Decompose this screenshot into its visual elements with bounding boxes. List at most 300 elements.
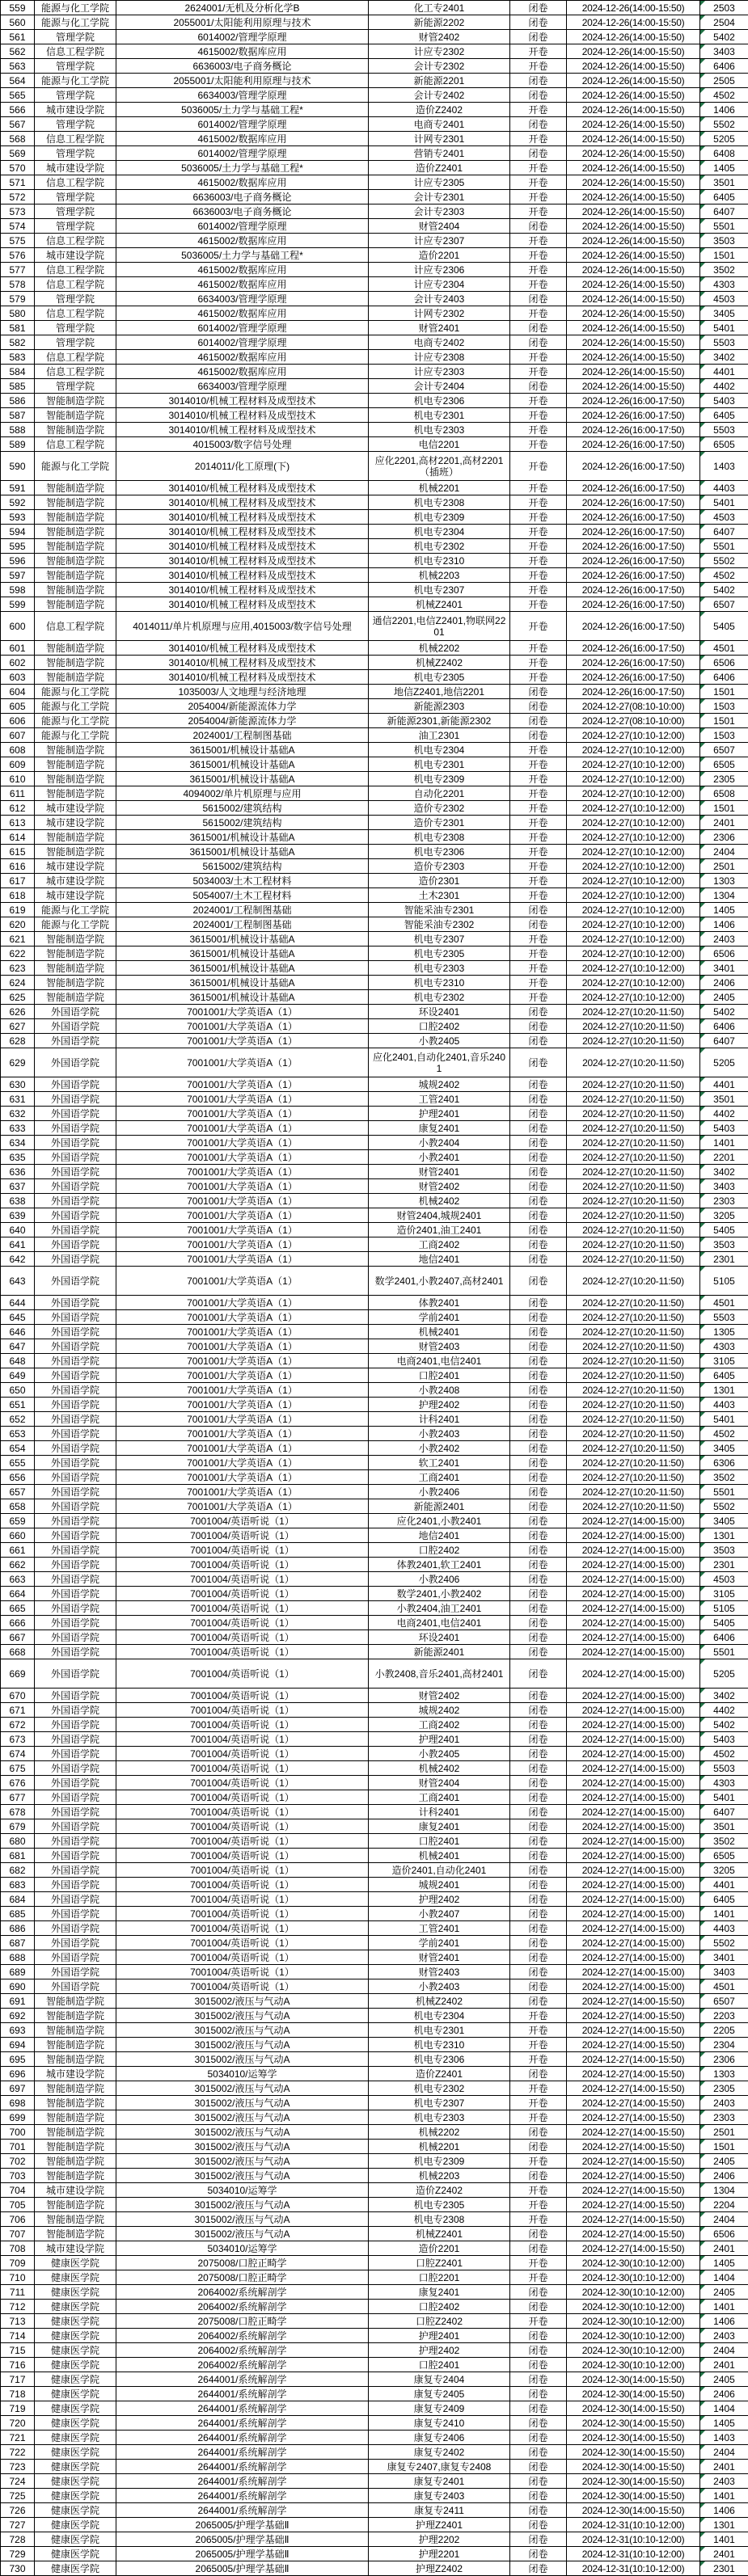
- cell-course[interactable]: 7001004/英语听说（1）: [116, 1630, 369, 1645]
- cell-course[interactable]: 2644001/系统解剖学: [116, 2416, 369, 2431]
- cell-room[interactable]: 2403: [700, 2096, 748, 2110]
- cell-exam-type[interactable]: 闭卷: [510, 1441, 567, 1456]
- cell-college[interactable]: 外国语学院: [35, 1368, 116, 1383]
- cell-college[interactable]: 外国语学院: [35, 1892, 116, 1907]
- cell-classes[interactable]: 康复专2406: [369, 2431, 510, 2445]
- cell-classes[interactable]: 体教2401: [369, 1296, 510, 1310]
- cell-exam-type[interactable]: 闭卷: [510, 1077, 567, 1092]
- cell-course[interactable]: 3015002/液压与气动A: [116, 1994, 369, 2009]
- cell-course[interactable]: 7001001/大学英语A（1）: [116, 1456, 369, 1470]
- cell-time[interactable]: 2024-12-27(14:00-15:00): [567, 1616, 700, 1630]
- cell-time[interactable]: 2024-12-27(14:00-15:00): [567, 1907, 700, 1921]
- cell-room[interactable]: 5503: [700, 423, 748, 437]
- cell-exam-type[interactable]: 闭卷: [510, 1834, 567, 1849]
- cell-row-no[interactable]: 717: [1, 2372, 35, 2387]
- cell-classes[interactable]: 护理2402: [369, 1398, 510, 1412]
- cell-time[interactable]: 2024-12-26(16:00-17:50): [567, 583, 700, 597]
- cell-room[interactable]: 1401: [700, 1136, 748, 1150]
- cell-room[interactable]: 4402: [700, 1107, 748, 1121]
- cell-exam-type[interactable]: 闭卷: [510, 2227, 567, 2241]
- cell-exam-type[interactable]: 开卷: [510, 44, 567, 59]
- cell-time[interactable]: 2024-12-26(16:00-17:50): [567, 568, 700, 583]
- cell-college[interactable]: 健康医学院: [35, 2474, 116, 2489]
- cell-college[interactable]: 外国语学院: [35, 1558, 116, 1572]
- cell-course[interactable]: 2624001/无机及分析化学B: [116, 1, 369, 15]
- cell-college[interactable]: 管理学院: [35, 59, 116, 74]
- cell-row-no[interactable]: 713: [1, 2314, 35, 2329]
- cell-room[interactable]: 6405: [700, 408, 748, 423]
- cell-exam-type[interactable]: 闭卷: [510, 2343, 567, 2358]
- cell-time[interactable]: 2024-12-27(10:20-11:50): [567, 1005, 700, 1019]
- cell-time[interactable]: 2024-12-27(10:20-11:50): [567, 1208, 700, 1223]
- cell-exam-type[interactable]: 闭卷: [510, 1994, 567, 2009]
- cell-college[interactable]: 外国语学院: [35, 1427, 116, 1441]
- cell-room[interactable]: 1406: [700, 103, 748, 117]
- cell-room[interactable]: 2303: [700, 1194, 748, 1208]
- cell-exam-type[interactable]: 闭卷: [510, 335, 567, 350]
- cell-room[interactable]: 1305: [700, 1325, 748, 1339]
- cell-course[interactable]: 3014010/机械工程材料及成型技术: [116, 423, 369, 437]
- cell-time[interactable]: 2024-12-27(10:20-11:50): [567, 1456, 700, 1470]
- cell-time[interactable]: 2024-12-27(14:00-15:50): [567, 2009, 700, 2023]
- cell-time[interactable]: 2024-12-26(16:00-17:50): [567, 495, 700, 510]
- cell-classes[interactable]: 财管2402: [369, 1179, 510, 1194]
- cell-classes[interactable]: 口腔2402: [369, 1019, 510, 1034]
- cell-college[interactable]: 管理学院: [35, 88, 116, 103]
- cell-exam-type[interactable]: 闭卷: [510, 1747, 567, 1761]
- cell-exam-type[interactable]: 闭卷: [510, 1470, 567, 1485]
- cell-college[interactable]: 外国语学院: [35, 1732, 116, 1747]
- cell-course[interactable]: 2064002/系统解剖学: [116, 2285, 369, 2300]
- cell-time[interactable]: 2024-12-27(10:20-11:50): [567, 1383, 700, 1398]
- cell-row-no[interactable]: 576: [1, 248, 35, 263]
- cell-course[interactable]: 3014010/机械工程材料及成型技术: [116, 408, 369, 423]
- cell-college[interactable]: 信息工程学院: [35, 44, 116, 59]
- cell-course[interactable]: 2644001/系统解剖学: [116, 2387, 369, 2401]
- cell-course[interactable]: 3015002/液压与气动A: [116, 2154, 369, 2169]
- cell-exam-type[interactable]: 闭卷: [510, 1427, 567, 1441]
- cell-course[interactable]: 2014011/化工原理(下): [116, 452, 369, 481]
- cell-classes[interactable]: 康复专2411: [369, 2503, 510, 2518]
- cell-classes[interactable]: 财管2404,城规2401: [369, 1208, 510, 1223]
- cell-college[interactable]: 智能制造学院: [35, 932, 116, 947]
- cell-row-no[interactable]: 680: [1, 1834, 35, 1849]
- cell-time[interactable]: 2024-12-27(10:10-12:00): [567, 917, 700, 932]
- cell-course[interactable]: 7001001/大学英语A（1）: [116, 1325, 369, 1339]
- cell-classes[interactable]: 机械2402: [369, 1194, 510, 1208]
- cell-room[interactable]: 2406: [700, 2169, 748, 2183]
- cell-exam-type[interactable]: 开卷: [510, 2110, 567, 2125]
- cell-course[interactable]: 7001004/英语听说（1）: [116, 1587, 369, 1601]
- cell-exam-type[interactable]: 闭卷: [510, 1659, 567, 1689]
- cell-classes[interactable]: 机电专2304: [369, 2009, 510, 2023]
- cell-college[interactable]: 外国语学院: [35, 1179, 116, 1194]
- cell-time[interactable]: 2024-12-27(14:00-15:00): [567, 1587, 700, 1601]
- cell-row-no[interactable]: 613: [1, 816, 35, 830]
- cell-college[interactable]: 智能制造学院: [35, 757, 116, 772]
- cell-room[interactable]: 6407: [700, 525, 748, 539]
- cell-exam-type[interactable]: 闭卷: [510, 1790, 567, 1805]
- cell-exam-type[interactable]: 闭卷: [510, 1, 567, 15]
- cell-time[interactable]: 2024-12-27(14:00-15:00): [567, 1747, 700, 1761]
- cell-room[interactable]: 4503: [700, 1572, 748, 1587]
- cell-room[interactable]: 5401: [700, 1412, 748, 1427]
- cell-room[interactable]: 6508: [700, 786, 748, 801]
- cell-course[interactable]: 7001001/大学英语A（1）: [116, 1427, 369, 1441]
- cell-time[interactable]: 2024-12-27(14:00-15:00): [567, 1761, 700, 1776]
- cell-room[interactable]: 5503: [700, 1761, 748, 1776]
- cell-room[interactable]: 1406: [700, 917, 748, 932]
- cell-time[interactable]: 2024-12-26(14:00-15:50): [567, 103, 700, 117]
- cell-room[interactable]: 4403: [700, 481, 748, 495]
- cell-course[interactable]: 3014010/机械工程材料及成型技术: [116, 554, 369, 568]
- cell-exam-type[interactable]: 闭卷: [510, 1936, 567, 1950]
- cell-time[interactable]: 2024-12-27(10:10-12:00): [567, 976, 700, 990]
- cell-college[interactable]: 管理学院: [35, 219, 116, 234]
- cell-classes[interactable]: 护理Z2402: [369, 2561, 510, 2576]
- cell-exam-type[interactable]: 闭卷: [510, 379, 567, 394]
- cell-time[interactable]: 2024-12-27(10:20-11:50): [567, 1354, 700, 1368]
- cell-college[interactable]: 管理学院: [35, 335, 116, 350]
- cell-college[interactable]: 智能制造学院: [35, 2096, 116, 2110]
- cell-room[interactable]: 4502: [700, 1427, 748, 1441]
- cell-room[interactable]: 2501: [700, 2125, 748, 2140]
- cell-exam-type[interactable]: 闭卷: [510, 1136, 567, 1150]
- cell-classes[interactable]: 康复专2405: [369, 2387, 510, 2401]
- cell-course[interactable]: 7001004/英语听说（1）: [116, 1514, 369, 1528]
- cell-row-no[interactable]: 657: [1, 1485, 35, 1499]
- cell-classes[interactable]: 土木2301: [369, 888, 510, 903]
- cell-room[interactable]: 1304: [700, 2183, 748, 2198]
- cell-exam-type[interactable]: 开卷: [510, 859, 567, 874]
- cell-course[interactable]: 2644001/系统解剖学: [116, 2489, 369, 2503]
- cell-course[interactable]: 7001004/英语听说（1）: [116, 1834, 369, 1849]
- cell-classes[interactable]: 小教2405: [369, 1034, 510, 1048]
- cell-classes[interactable]: 小教2403: [369, 1427, 510, 1441]
- cell-room[interactable]: 6406: [700, 59, 748, 74]
- cell-exam-type[interactable]: 开卷: [510, 2183, 567, 2198]
- cell-exam-type[interactable]: 闭卷: [510, 30, 567, 44]
- cell-row-no[interactable]: 608: [1, 743, 35, 757]
- cell-course[interactable]: 5034010/运筹学: [116, 2241, 369, 2256]
- cell-exam-type[interactable]: 闭卷: [510, 1179, 567, 1194]
- cell-row-no[interactable]: 628: [1, 1034, 35, 1048]
- cell-time[interactable]: 2024-12-27(14:00-15:50): [567, 2169, 700, 2183]
- cell-course[interactable]: 7001004/英语听说（1）: [116, 1776, 369, 1790]
- cell-room[interactable]: 2403: [700, 932, 748, 947]
- cell-college[interactable]: 智能制造学院: [35, 641, 116, 656]
- cell-row-no[interactable]: 569: [1, 146, 35, 161]
- cell-time[interactable]: 2024-12-27(10:10-12:00): [567, 961, 700, 976]
- cell-course[interactable]: 7001004/英语听说（1）: [116, 1950, 369, 1965]
- cell-room[interactable]: 2305: [700, 772, 748, 786]
- cell-room[interactable]: 2301: [700, 1252, 748, 1267]
- cell-course[interactable]: 7001001/大学英语A（1）: [116, 1107, 369, 1121]
- cell-course[interactable]: 4015003/数字信号处理: [116, 437, 369, 452]
- cell-row-no[interactable]: 672: [1, 1718, 35, 1732]
- cell-course[interactable]: 4615002/数据库应用: [116, 44, 369, 59]
- cell-classes[interactable]: 小教2403: [369, 1979, 510, 1994]
- cell-row-no[interactable]: 701: [1, 2140, 35, 2154]
- cell-room[interactable]: 5401: [700, 495, 748, 510]
- cell-room[interactable]: 4501: [700, 1296, 748, 1310]
- cell-course[interactable]: 3014010/机械工程材料及成型技术: [116, 568, 369, 583]
- cell-classes[interactable]: 机电专2308: [369, 2212, 510, 2227]
- cell-row-no[interactable]: 693: [1, 2023, 35, 2038]
- cell-time[interactable]: 2024-12-26(14:00-15:50): [567, 248, 700, 263]
- cell-room[interactable]: 2401: [700, 2358, 748, 2372]
- cell-classes[interactable]: 计应专2308: [369, 350, 510, 365]
- cell-time[interactable]: 2024-12-27(10:20-11:50): [567, 1237, 700, 1252]
- cell-time[interactable]: 2024-12-26(14:00-15:50): [567, 277, 700, 292]
- cell-exam-type[interactable]: 开卷: [510, 190, 567, 204]
- cell-row-no[interactable]: 646: [1, 1325, 35, 1339]
- cell-time[interactable]: 2024-12-26(16:00-17:50): [567, 685, 700, 699]
- cell-exam-type[interactable]: 开卷: [510, 947, 567, 961]
- cell-row-no[interactable]: 703: [1, 2169, 35, 2183]
- cell-exam-type[interactable]: 闭卷: [510, 2416, 567, 2431]
- cell-college[interactable]: 外国语学院: [35, 1703, 116, 1718]
- cell-classes[interactable]: 护理2401: [369, 1107, 510, 1121]
- cell-room[interactable]: 2404: [700, 2343, 748, 2358]
- cell-room[interactable]: 1501: [700, 714, 748, 728]
- cell-row-no[interactable]: 684: [1, 1892, 35, 1907]
- cell-time[interactable]: 2024-12-27(14:00-15:00): [567, 1979, 700, 1994]
- cell-time[interactable]: 2024-12-27(10:20-11:50): [567, 1194, 700, 1208]
- cell-course[interactable]: 2064002/系统解剖学: [116, 2358, 369, 2372]
- cell-row-no[interactable]: 722: [1, 2445, 35, 2460]
- cell-time[interactable]: 2024-12-31(10:10-12:00): [567, 2532, 700, 2547]
- cell-course[interactable]: 3615001/机械设计基础A: [116, 830, 369, 845]
- cell-row-no[interactable]: 571: [1, 175, 35, 190]
- cell-classes[interactable]: 软工2401: [369, 1456, 510, 1470]
- cell-classes[interactable]: 小教2406: [369, 1572, 510, 1587]
- cell-college[interactable]: 外国语学院: [35, 1921, 116, 1936]
- cell-classes[interactable]: 机械Z2402: [369, 1994, 510, 2009]
- cell-exam-type[interactable]: 闭卷: [510, 1645, 567, 1659]
- cell-exam-type[interactable]: 开卷: [510, 743, 567, 757]
- cell-room[interactable]: 1405: [700, 903, 748, 917]
- cell-row-no[interactable]: 666: [1, 1616, 35, 1630]
- cell-exam-type[interactable]: 闭卷: [510, 2358, 567, 2372]
- cell-row-no[interactable]: 609: [1, 757, 35, 772]
- cell-exam-type[interactable]: 开卷: [510, 612, 567, 641]
- cell-college[interactable]: 外国语学院: [35, 1630, 116, 1645]
- cell-classes[interactable]: 新能源2301,新能源2302: [369, 714, 510, 728]
- cell-classes[interactable]: 新能源2303: [369, 699, 510, 714]
- cell-row-no[interactable]: 584: [1, 365, 35, 379]
- cell-college[interactable]: 健康医学院: [35, 2329, 116, 2343]
- cell-time[interactable]: 2024-12-27(14:00-15:00): [567, 1703, 700, 1718]
- cell-time[interactable]: 2024-12-27(10:20-11:50): [567, 1179, 700, 1194]
- cell-row-no[interactable]: 619: [1, 903, 35, 917]
- cell-room[interactable]: 6407: [700, 204, 748, 219]
- cell-row-no[interactable]: 660: [1, 1528, 35, 1543]
- cell-time[interactable]: 2024-12-26(14:00-15:50): [567, 365, 700, 379]
- cell-row-no[interactable]: 594: [1, 525, 35, 539]
- cell-college[interactable]: 外国语学院: [35, 1325, 116, 1339]
- cell-room[interactable]: 2203: [700, 2009, 748, 2023]
- cell-time[interactable]: 2024-12-26(14:00-15:50): [567, 379, 700, 394]
- cell-time[interactable]: 2024-12-27(10:20-11:50): [567, 1470, 700, 1485]
- cell-row-no[interactable]: 602: [1, 656, 35, 670]
- cell-college[interactable]: 智能制造学院: [35, 583, 116, 597]
- cell-college[interactable]: 能源与化工学院: [35, 685, 116, 699]
- cell-row-no[interactable]: 631: [1, 1092, 35, 1107]
- cell-time[interactable]: 2024-12-26(14:00-15:50): [567, 234, 700, 248]
- cell-course[interactable]: 7001001/大学英语A（1）: [116, 1194, 369, 1208]
- cell-exam-type[interactable]: 闭卷: [510, 1965, 567, 1979]
- cell-time[interactable]: 2024-12-27(14:00-15:00): [567, 1543, 700, 1558]
- cell-course[interactable]: 6014002/管理学原理: [116, 117, 369, 132]
- cell-row-no[interactable]: 630: [1, 1077, 35, 1092]
- cell-time[interactable]: 2024-12-27(10:20-11:50): [567, 1165, 700, 1179]
- cell-college[interactable]: 健康医学院: [35, 2372, 116, 2387]
- cell-college[interactable]: 外国语学院: [35, 1747, 116, 1761]
- cell-college[interactable]: 信息工程学院: [35, 277, 116, 292]
- cell-course[interactable]: 7001004/英语听说（1）: [116, 1572, 369, 1587]
- cell-row-no[interactable]: 691: [1, 1994, 35, 2009]
- cell-time[interactable]: 2024-12-27(14:00-15:00): [567, 1776, 700, 1790]
- cell-row-no[interactable]: 623: [1, 961, 35, 976]
- cell-classes[interactable]: 口腔2402: [369, 1543, 510, 1558]
- cell-time[interactable]: 2024-12-27(14:00-15:00): [567, 1601, 700, 1616]
- cell-course[interactable]: 4615002/数据库应用: [116, 306, 369, 321]
- cell-college[interactable]: 外国语学院: [35, 1470, 116, 1485]
- cell-row-no[interactable]: 599: [1, 597, 35, 612]
- cell-row-no[interactable]: 718: [1, 2387, 35, 2401]
- cell-time[interactable]: 2024-12-26(14:00-15:50): [567, 219, 700, 234]
- cell-course[interactable]: 3014010/机械工程材料及成型技术: [116, 510, 369, 525]
- cell-classes[interactable]: 机电专2304: [369, 525, 510, 539]
- cell-course[interactable]: 7001004/英语听说（1）: [116, 1805, 369, 1819]
- cell-course[interactable]: 7001004/英语听说（1）: [116, 1703, 369, 1718]
- cell-classes[interactable]: 机电专2301: [369, 2023, 510, 2038]
- cell-row-no[interactable]: 596: [1, 554, 35, 568]
- cell-course[interactable]: 2065005/护理学基础Ⅱ: [116, 2547, 369, 2561]
- cell-classes[interactable]: 造价2301: [369, 874, 510, 888]
- cell-college[interactable]: 信息工程学院: [35, 263, 116, 277]
- cell-time[interactable]: 2024-12-27(10:20-11:50): [567, 1296, 700, 1310]
- cell-college[interactable]: 外国语学院: [35, 1819, 116, 1834]
- cell-college[interactable]: 健康医学院: [35, 2445, 116, 2460]
- cell-college[interactable]: 健康医学院: [35, 2460, 116, 2474]
- cell-college[interactable]: 智能制造学院: [35, 845, 116, 859]
- cell-exam-type[interactable]: 开卷: [510, 2270, 567, 2285]
- cell-row-no[interactable]: 676: [1, 1776, 35, 1790]
- cell-time[interactable]: 2024-12-26(14:00-15:50): [567, 306, 700, 321]
- cell-exam-type[interactable]: 闭卷: [510, 146, 567, 161]
- cell-room[interactable]: 3501: [700, 175, 748, 190]
- cell-course[interactable]: 7001004/英语听说（1）: [116, 1863, 369, 1878]
- cell-college[interactable]: 智能制造学院: [35, 2038, 116, 2052]
- cell-exam-type[interactable]: 开卷: [510, 2081, 567, 2096]
- cell-college[interactable]: 外国语学院: [35, 1587, 116, 1601]
- cell-classes[interactable]: 财管2401: [369, 1950, 510, 1965]
- cell-row-no[interactable]: 625: [1, 990, 35, 1005]
- cell-row-no[interactable]: 650: [1, 1383, 35, 1398]
- cell-course[interactable]: 7001004/英语听说（1）: [116, 1616, 369, 1630]
- cell-room[interactable]: 1301: [700, 1383, 748, 1398]
- cell-time[interactable]: 2024-12-30(10:10-12:00): [567, 2358, 700, 2372]
- cell-course[interactable]: 6014002/管理学原理: [116, 335, 369, 350]
- cell-course[interactable]: 7001004/英语听说（1）: [116, 1936, 369, 1950]
- cell-room[interactable]: 6406: [700, 1630, 748, 1645]
- cell-time[interactable]: 2024-12-27(10:10-12:00): [567, 830, 700, 845]
- cell-row-no[interactable]: 700: [1, 2125, 35, 2140]
- cell-room[interactable]: 6506: [700, 2227, 748, 2241]
- cell-course[interactable]: 7001001/大学英语A（1）: [116, 1048, 369, 1077]
- cell-college[interactable]: 能源与化工学院: [35, 903, 116, 917]
- cell-course[interactable]: 3615001/机械设计基础A: [116, 990, 369, 1005]
- cell-exam-type[interactable]: 开卷: [510, 525, 567, 539]
- cell-row-no[interactable]: 690: [1, 1979, 35, 1994]
- cell-time[interactable]: 2024-12-27(14:00-15:50): [567, 2052, 700, 2067]
- cell-course[interactable]: 7001001/大学英语A（1）: [116, 1354, 369, 1368]
- cell-college[interactable]: 外国语学院: [35, 1441, 116, 1456]
- cell-room[interactable]: 5403: [700, 1732, 748, 1747]
- cell-time[interactable]: 2024-12-26(16:00-17:50): [567, 408, 700, 423]
- cell-classes[interactable]: 机电专2307: [369, 2096, 510, 2110]
- cell-classes[interactable]: 工商2402: [369, 1237, 510, 1252]
- cell-row-no[interactable]: 683: [1, 1878, 35, 1892]
- cell-room[interactable]: 3403: [700, 1965, 748, 1979]
- cell-time[interactable]: 2024-12-27(14:00-15:50): [567, 2198, 700, 2212]
- cell-time[interactable]: 2024-12-27(14:00-15:50): [567, 2038, 700, 2052]
- cell-room[interactable]: 5105: [700, 1267, 748, 1296]
- cell-course[interactable]: 3615001/机械设计基础A: [116, 845, 369, 859]
- cell-row-no[interactable]: 679: [1, 1819, 35, 1834]
- cell-college[interactable]: 外国语学院: [35, 1208, 116, 1223]
- cell-room[interactable]: 4503: [700, 510, 748, 525]
- cell-room[interactable]: 3401: [700, 961, 748, 976]
- cell-classes[interactable]: 口腔2402: [369, 2300, 510, 2314]
- cell-exam-type[interactable]: 闭卷: [510, 1819, 567, 1834]
- cell-time[interactable]: 2024-12-26(14:00-15:50): [567, 292, 700, 306]
- cell-classes[interactable]: 机电专2305: [369, 947, 510, 961]
- cell-classes[interactable]: 地信Z2401,地信2201: [369, 685, 510, 699]
- cell-classes[interactable]: 计应专2307: [369, 234, 510, 248]
- cell-classes[interactable]: 财管2401: [369, 321, 510, 335]
- cell-row-no[interactable]: 675: [1, 1761, 35, 1776]
- cell-course[interactable]: 2024001/工程制图基础: [116, 728, 369, 743]
- cell-row-no[interactable]: 682: [1, 1863, 35, 1878]
- cell-time[interactable]: 2024-12-30(14:00-15:50): [567, 2489, 700, 2503]
- cell-room[interactable]: 4502: [700, 88, 748, 103]
- cell-college[interactable]: 外国语学院: [35, 1165, 116, 1179]
- cell-classes[interactable]: 新能源2201: [369, 74, 510, 88]
- cell-college[interactable]: 健康医学院: [35, 2270, 116, 2285]
- cell-course[interactable]: 7001004/英语听说（1）: [116, 1732, 369, 1747]
- cell-course[interactable]: 3014010/机械工程材料及成型技术: [116, 597, 369, 612]
- cell-classes[interactable]: 机电专2305: [369, 2198, 510, 2212]
- cell-time[interactable]: 2024-12-30(14:00-15:50): [567, 2387, 700, 2401]
- cell-row-no[interactable]: 643: [1, 1267, 35, 1296]
- cell-row-no[interactable]: 698: [1, 2096, 35, 2110]
- cell-college[interactable]: 城市建设学院: [35, 248, 116, 263]
- cell-room[interactable]: 6506: [700, 656, 748, 670]
- cell-college[interactable]: 外国语学院: [35, 1237, 116, 1252]
- cell-row-no[interactable]: 689: [1, 1965, 35, 1979]
- cell-room[interactable]: 5501: [700, 539, 748, 554]
- cell-classes[interactable]: 自动化2201: [369, 786, 510, 801]
- cell-college[interactable]: 健康医学院: [35, 2314, 116, 2329]
- cell-exam-type[interactable]: 闭卷: [510, 2503, 567, 2518]
- cell-college[interactable]: 外国语学院: [35, 1223, 116, 1237]
- cell-course[interactable]: 2054004/新能源流体力学: [116, 714, 369, 728]
- cell-college[interactable]: 外国语学院: [35, 1107, 116, 1121]
- cell-classes[interactable]: 小教2402: [369, 1441, 510, 1456]
